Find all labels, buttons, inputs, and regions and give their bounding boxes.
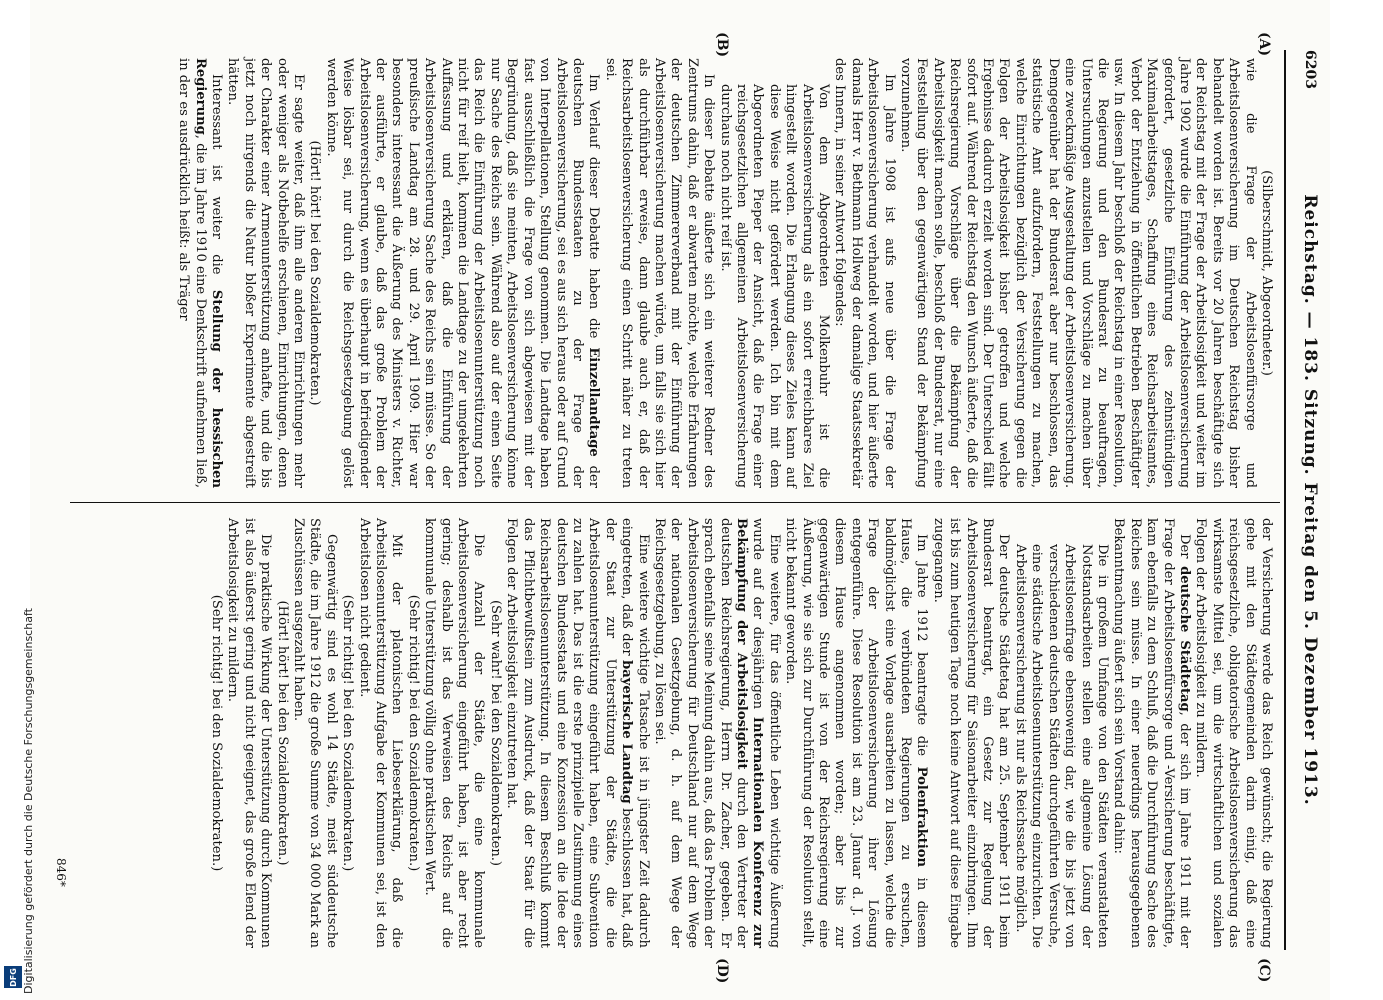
interjection: (Sehr richtig! bei den Sozialdemokraten.) (405, 594, 421, 872)
paragraph: In dieser Debatte äußerte sich ein weiterer Redner des Zentrums dahin, daß er abwarten möchte, welche Erfahrungen der deutschen Zimmererverband mit der Einführung der Arbeitslosenversicherung machen würde, um falls sie sich hier als durchführbar erweise, dann glaube auch er, daß der Reichsarbeitslosenversicherung einen Schritt näher zu treten sei. (602, 58, 717, 488)
page-mark: 846* (54, 858, 68, 887)
margin-marker-d: (D) (714, 958, 730, 984)
interjection: (Sehr richtig! bei den Sozialdemokraten.) (209, 594, 224, 872)
interjection: (Sehr richtig! bei den Sozialdemokraten.) (340, 594, 356, 872)
paragraph: Eine weitere wichtige Tatsache ist in jüngster Zeit dadurch eingetreten, daß der bayerische Landtag beschlossen hat, daß der Staat zur Unterstützung der Städte, die die Arbeitslosenunterstützung eingeführt haben, eine Subvention zu zahlen hat. Das ist die erste prinzipielle Zustimmung eines deutschen Bundesstaats und eine Konzession an die Idee der Reichsarbeitslosenunterstützung. In diesem Beschluß kommt das Pflichtbewußtsein zum Ausdruck, daß der Staat für die Folgen der Arbeitslosigkeit einzutreten hat. (504, 518, 651, 948)
interjection: (Hört! hört! bei den Sozialdemokraten.) (307, 140, 323, 406)
interjection: (Hört! hört! bei den Sozialdemokraten.) (274, 600, 290, 866)
right-column (74, 518, 1274, 948)
emphasis: Einzellandtage (586, 347, 602, 457)
quotation: Die in großem Umfange von den Städten veranstalteten Notstandsarbeiten stellen eine allgemeine Lösung der Arbeitslosenfrage ebensowenig dar, wie die bis jetzt von verschiedenen deutschen Städten durchgeführten Versuche, eine städtische Arbeitslosenunterstützung einzurichten. Die Arbeitslosenversicherung ist nur als Reichssache möglich. (1012, 544, 1110, 948)
newspaper-page (30, 0, 1330, 1000)
paragraph: Im Jahre 1912 beantragte die Polenfraktion in diesem Hause, die verbündeten Regierungen zu ersuchen, baldmöglichst eine Vorlage ausarbeiten zu lassen, welche die Frage der Arbeitslosenversicherung ihrer Lösung entgegenführe. Diese Resolution ist am 23. Januar d. J. von diesem Hause angenommen worden; aber bis zur gegenwärtigen Stunde ist von der Reichsregierung eine Äußerung, wie sie sich zur Durchführung der Resolution stellt, nicht bekannt geworden. (783, 518, 930, 948)
paragraph: Interessant ist weiter die Stellung der hessischen Regierung, die im Jahre 1910 eine Denkschrift aufnehmen ließ, in der es ausdrücklich heißt: als Träger (176, 58, 224, 488)
interjection: (Sehr wahr! bei den Sozialdemokraten.) (487, 599, 503, 867)
paragraph: Die praktische Wirkung der Unterstützung durch Kommunen ist also äußerst gering und nicht geeignet, das große Elend der Arbeitslosigkeit zu mildern. (225, 518, 274, 948)
emphasis: Stellung der hessischen Regierung (192, 58, 224, 488)
paragraph: Er sagte weiter, daß ihm alle anderen Einrichtungen mehr oder weniger als Notbehelfe erschienen, Einrichtungen, denen der Charakter einer Armenunterstützung anhafte, und die bis jetzt noch nirgends die Natur bloßer Experimente abgestreift hätten. (225, 58, 307, 488)
emphasis: deutsche Städtetag (1176, 566, 1192, 712)
dfg-logo: DFG (4, 966, 22, 988)
emphasis: Polenfraktion (914, 766, 930, 868)
emphasis: bayerische Landtag (619, 660, 635, 804)
paragraph: wie die Frage der Arbeitslosenfürsorge und Arbeitslosenversicherung im Deutschen Reichstag bisher behandelt worden ist. Bereits vor 20 Jahren beschäftigte sich der Reichstag mit der Frage der Arbeitslosigkeit und weiter im Jahre 1902 wurde die Einführung der Arbeitslosenversicherung gefordert, gesetzliche Einführung des zehnstündigen Maximalarbeitstages, Schaffung eines Reichsarbeitsamtes, Verbot der Entziehung in öffentlichen Betrieben Beschäftigter usw. In diesem Jahr beschloß der Reichstag in einer Resolution, die Regierung und den Bundesrat zu beauftragen, Untersuchungen anzustellen und Vorschläge zu machen über eine zweckmäßige Ausgestaltung der Arbeitslosenversicherung. Demgegenüber hat der Bundesrat aber nur beschlossen, das statistische Amt aufzufordern, Feststellungen zu machen, welche Einrichtungen bezüglich der Versicherung gegen die Folgen der Arbeitslosigkeit bisher getroffen und welche Ergebnisse dadurch erzielt worden sind. Der Unterschied fällt sofort auf. Während der Reichstag den Wunsch äußerte, daß die Reichsregierung Vorschläge über die Bekämpfung der Arbeitslosigkeit machen solle, beschloß der Bundesrat, nur eine Feststellung über den gegenwärtigen Stand der Bekämpfung vorzunehmen. (898, 58, 1258, 488)
margin-marker-b: (B) (714, 32, 730, 58)
header-title: Reichstag. — 183. Sitzung. Freitag den 5. Dezember 1913. (1300, 194, 1320, 806)
digitization-credit: Digitalisierung gefördert durch die Deutsche Forschungsgemeinschaft (22, 608, 35, 994)
paragraph: Im Jahre 1908 ist aufs neue über die Frage der Arbeitslosenversicherung verhandelt worden, und hier äußerte damals Herr v. Bethmann Hollweg der damalige Staatssekretär des Innern, in seiner Antwort folgendes: (832, 58, 897, 488)
paragraph: Im Verlauf dieser Debatte haben die Einzellandtage der deutschen Bundesstaaten zu der Frage der Arbeitslosenversicherung, sei es aus sich heraus oder auf Grund von Interpellationen, Stellung genommen. Die Landtage haben fast ausschließlich die Frage von sich abgewiesen mit der Begründung, daß sie meinten, Arbeitslosenversicherung könne nur Sache des Reichs sein. Während also auf der einen Seite das Reich die Einführung der Arbeitslosenunterstützung noch nicht für reif hielt, kommen die Landtage zu der umgekehrten Auffassung und erklären, daß die Einführung der Arbeitslosenversicherung Sache des Reichs sein müsse. So der preußische Landtag am 28. und 29. April 1909. Hier war besonders interessant die Äußerung des Ministers v. Richter, der ausführte, er glaube, daß das große Problem der Arbeitslosenversicherung, wenn es überhaupt in befriedigender Weise lösbar sei, nur durch die Reichsgesetzgebung gelöst werden könne. (323, 58, 602, 488)
page-header (1292, 50, 1322, 950)
paragraph: Der deutsche Städtetag, der sich im Jahre 1911 mit der Frage der Arbeitslosenfürsorge und -Versicherung beschäftigte, kam ebenfalls zu dem Schluß, daß die Durchführung Sache des Reiches sein müsse. In einer neuerdings herausgegebenen Bekanntmachung äußert sich sein Vorstand dahin: (1111, 518, 1192, 948)
paragraph: Mit der platonischen Liebeserklärung, daß die Arbeitslosenunterstützung Aufgabe der Kommunen sei, ist den Arbeitslosen nicht gedient. (356, 518, 405, 948)
speaker-line: (Silberschmidt, Abgeordneter.) (1259, 170, 1274, 376)
header-rule (1284, 50, 1286, 950)
margin-marker-c: (C) (1256, 958, 1272, 983)
emphasis: Internationalen Konferenz zur Bekämpfung der Arbeitslosigkeit (734, 518, 766, 948)
left-column (74, 58, 1274, 488)
header-page-number: 6203 (1302, 50, 1318, 89)
column-divider (70, 502, 1280, 503)
paragraph: Der deutsche Städtetag hat am 25. September 1911 beim Bundesrat beantragt, ein Gesetz zur Regelung der Arbeitslosenversicherung für Saisonarbeiter einzubringen. Ihm ist bis zum heutigen Tage noch keine Antwort auf diese Eingabe zugegangen. (930, 518, 1012, 948)
paragraph: Eine weitere, für das öffentliche Leben wichtige Äußerung wurde auf der diesjährigen Internationalen Konferenz zur Bekämpfung der Arbeitslosigkeit durch den Vertreter der deutschen Reichsregierung, Herrn Dr. Zacher, gegeben. Er sprach ebenfalls seine Meinung dahin aus, daß das Problem der Arbeitslosenversicherung für Deutschland nur auf dem Wege der nationalen Gesetzgebung, d. h. auf dem Wege der Reichsgesetzgebung, zu lösen sei. (651, 518, 782, 948)
margin-marker-a: (A) (1256, 32, 1272, 57)
paragraph: Die Anzahl der Städte, die eine kommunale Arbeitslosenversicherung eingeführt haben, ist aber recht gering; deshalb ist das Verweisen des Reichs auf die kommunale Unterstützung völlig ohne praktischen Wert. (422, 518, 487, 948)
paragraph: Gegenwärtig sind es wohl 14 Städte, meist süddeutsche Städte, die im Jahre 1912 die große Summe von 34 000 Mark an Zuschüssen ausgezahlt haben. (291, 518, 339, 948)
paragraph: der Versicherung werde das Reich gewünscht; die Regierung gehe mit den Städtegemeinden darin einig, daß eine reichsgesetzliche, obligatorische Arbeitslosenversicherung das wirksamste Mittel sei, um die wirtschaftlichen und sozialen Folgen der Arbeitslosigkeit zu mildern. (1193, 518, 1274, 948)
quotation: Von dem Abgeordneten Molkenbuhr ist die Arbeitslosenversicherung als ein sofort erreichbares Ziel hingestellt worden. Die Erlangung dieses Zieles kann auf diese Weise nicht gefördert werden. Ich bin mit dem Abgeordneten Pieper der Ansicht, daß die Frage einer reichsgesetzlichen allgemeinen Arbeitslosenversicherung durchaus noch nicht reif ist. (717, 84, 832, 488)
